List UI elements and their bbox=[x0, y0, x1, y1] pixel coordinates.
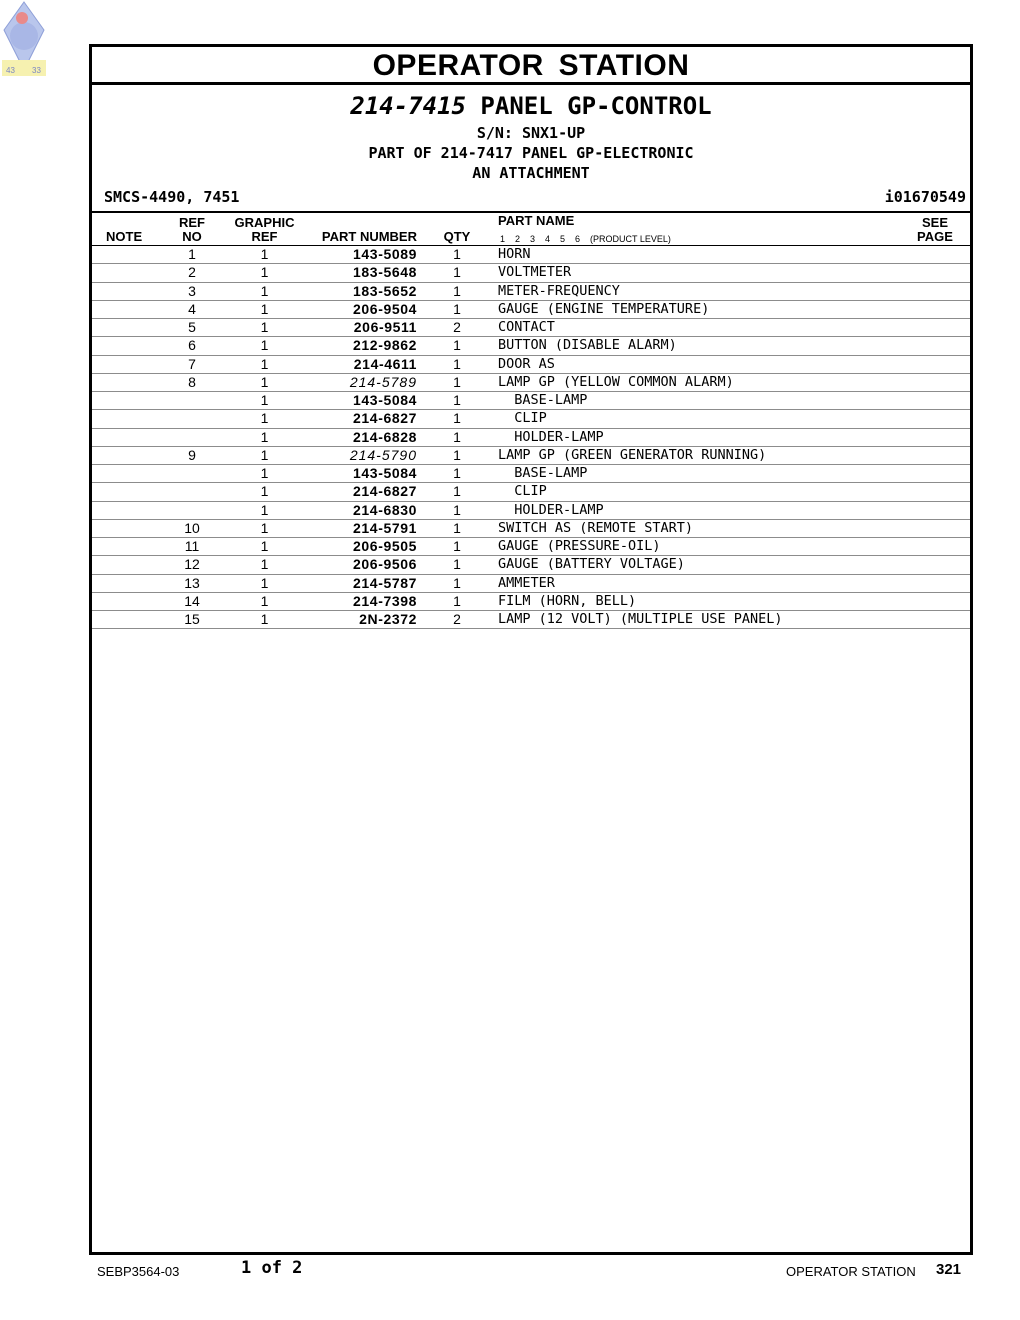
part-name: VOLTMETER bbox=[498, 264, 572, 281]
assembly-title bbox=[92, 92, 970, 120]
part-name: BASE-LAMP bbox=[498, 392, 588, 408]
quantity: 1 bbox=[453, 501, 461, 518]
part-number: 214-4611 bbox=[353, 355, 417, 372]
quantity: 1 bbox=[453, 300, 461, 317]
part-name: BASE-LAMP bbox=[498, 465, 588, 481]
part-name: METER-FREQUENCY bbox=[498, 282, 620, 299]
part-name: LAMP GP (YELLOW COMMON ALARM) bbox=[498, 373, 734, 390]
part-name: CONTACT bbox=[498, 319, 555, 335]
graphic-ref: 1 bbox=[260, 392, 269, 408]
part-number: 206-9511 bbox=[353, 319, 417, 335]
ref-no: 5 bbox=[188, 319, 196, 335]
table-row bbox=[92, 374, 970, 392]
table-row bbox=[92, 429, 970, 447]
attachment-line: AN ATTACHMENT bbox=[472, 164, 590, 182]
table-row bbox=[92, 264, 970, 282]
table-row bbox=[92, 465, 970, 483]
ref-no: 7 bbox=[188, 355, 196, 372]
table-row bbox=[92, 392, 970, 410]
part-name: SWITCH AS (REMOTE START) bbox=[498, 519, 694, 536]
table-row bbox=[92, 410, 970, 428]
col-note: NOTE bbox=[106, 229, 143, 244]
ref-no: 9 bbox=[188, 446, 196, 463]
part-name: AMMETER bbox=[498, 574, 555, 591]
ref-no: 11 bbox=[184, 538, 200, 554]
part-name: GAUGE (BATTERY VOLTAGE) bbox=[498, 556, 685, 573]
graphic-ref: 1 bbox=[260, 538, 269, 554]
illustration-id: i01670549 bbox=[884, 188, 966, 206]
part-number: 2N-2372 bbox=[359, 611, 417, 627]
graphic-ref: 1 bbox=[260, 355, 269, 372]
table-row bbox=[92, 593, 970, 611]
table-row bbox=[92, 319, 970, 337]
quantity: 1 bbox=[453, 592, 461, 609]
quantity: 1 bbox=[453, 282, 461, 299]
quantity: 1 bbox=[453, 446, 461, 463]
graphic-ref: 1 bbox=[260, 556, 269, 573]
part-name: FILM (HORN, BELL) bbox=[498, 592, 637, 609]
quantity: 1 bbox=[453, 483, 461, 500]
column-headers bbox=[92, 213, 970, 246]
graphic-ref: 1 bbox=[260, 501, 269, 518]
part-name: LAMP GP (GREEN GENERATOR RUNNING) bbox=[498, 446, 767, 463]
part-number: 143-5084 bbox=[353, 465, 417, 481]
quantity: 1 bbox=[453, 465, 461, 481]
quantity: 2 bbox=[453, 319, 461, 335]
graphic-ref: 1 bbox=[260, 446, 269, 463]
table-row bbox=[92, 337, 970, 355]
part-number: 183-5648 bbox=[353, 264, 417, 281]
quantity: 1 bbox=[453, 538, 461, 554]
part-number: 214-5787 bbox=[353, 574, 417, 591]
ref-no: 1 bbox=[188, 246, 196, 262]
part-number: 214-7398 bbox=[353, 592, 417, 609]
page-of: 1 of 2 bbox=[241, 1258, 303, 1278]
ref-no: 14 bbox=[184, 592, 200, 609]
ref-no: 4 bbox=[188, 300, 196, 317]
parts-header bbox=[92, 85, 970, 213]
publisher-logo-icon bbox=[0, 0, 48, 78]
quantity: 2 bbox=[453, 611, 461, 627]
col-see-top: SEE bbox=[921, 215, 948, 230]
graphic-ref: 1 bbox=[260, 574, 269, 591]
table-row bbox=[92, 520, 970, 538]
col-product-levels: 1 2 3 4 5 6 (PRODUCT LEVEL) bbox=[500, 234, 671, 244]
part-name: BUTTON (DISABLE ALARM) bbox=[498, 337, 677, 354]
part-name: GAUGE (PRESSURE-OIL) bbox=[498, 538, 661, 554]
smcs-codes: SMCS-4490, 7451 bbox=[104, 188, 240, 206]
part-name: CLIP bbox=[498, 410, 547, 427]
part-number: 143-5084 bbox=[353, 392, 417, 408]
part-number: 143-5089 bbox=[353, 246, 417, 262]
svg-text:33: 33 bbox=[32, 66, 41, 75]
part-number: 206-9506 bbox=[353, 556, 417, 573]
col-part-name: PART NAME bbox=[498, 213, 575, 228]
ref-no: 10 bbox=[184, 519, 200, 536]
part-name: HORN bbox=[498, 246, 531, 262]
quantity: 1 bbox=[453, 428, 461, 445]
quantity: 1 bbox=[453, 556, 461, 573]
table-row bbox=[92, 283, 970, 301]
col-qty: QTY bbox=[443, 229, 471, 244]
assembly-part-name: PANEL GP-CONTROL bbox=[480, 92, 712, 120]
table-row bbox=[92, 538, 970, 556]
quantity: 1 bbox=[453, 355, 461, 372]
quantity: 1 bbox=[453, 574, 461, 591]
part-number: 214-6827 bbox=[353, 483, 417, 500]
assembly-part-number: 214-7415 bbox=[350, 92, 466, 120]
graphic-ref: 1 bbox=[260, 428, 269, 445]
quantity: 1 bbox=[453, 392, 461, 408]
graphic-ref: 1 bbox=[260, 611, 269, 627]
serial-range: S/N: SNX1-UP bbox=[476, 124, 586, 142]
table-row bbox=[92, 575, 970, 593]
part-name: GAUGE (ENGINE TEMPERATURE) bbox=[498, 300, 710, 317]
part-number: 214-6827 bbox=[353, 410, 417, 427]
graphic-ref: 1 bbox=[260, 282, 269, 299]
graphic-ref: 1 bbox=[260, 319, 269, 335]
part-name: HOLDER-LAMP bbox=[498, 501, 604, 518]
quantity: 1 bbox=[453, 246, 461, 262]
part-name: CLIP bbox=[498, 483, 547, 500]
ref-no: 3 bbox=[188, 282, 196, 299]
svg-text:43: 43 bbox=[6, 66, 15, 75]
graphic-ref: 1 bbox=[260, 264, 269, 281]
part-number: 214-5790 bbox=[349, 446, 417, 463]
ref-no: 12 bbox=[184, 556, 200, 573]
graphic-ref: 1 bbox=[260, 410, 269, 427]
graphic-ref: 1 bbox=[260, 483, 269, 500]
parts-page-frame bbox=[89, 44, 973, 1255]
footer-section: OPERATOR STATION bbox=[786, 1264, 916, 1279]
quantity: 1 bbox=[453, 519, 461, 536]
quantity: 1 bbox=[453, 373, 461, 390]
table-row bbox=[92, 502, 970, 520]
table-row bbox=[92, 246, 970, 264]
table-row bbox=[92, 301, 970, 319]
quantity: 1 bbox=[453, 264, 461, 281]
graphic-ref: 1 bbox=[260, 592, 269, 609]
ref-no: 2 bbox=[188, 264, 196, 281]
graphic-ref: 1 bbox=[260, 246, 269, 262]
section-title: OPERATOR STATION bbox=[92, 47, 970, 85]
col-ref-bottom: NO bbox=[182, 229, 202, 244]
document-id: SEBP3564-03 bbox=[97, 1264, 180, 1279]
ref-no: 8 bbox=[188, 373, 196, 390]
graphic-ref: 1 bbox=[260, 519, 269, 536]
parts-table-body bbox=[92, 246, 970, 629]
part-number: 206-9505 bbox=[353, 538, 417, 554]
col-graphic-bottom: REF bbox=[251, 229, 278, 244]
part-number: 183-5652 bbox=[353, 282, 417, 299]
page-number: 321 bbox=[936, 1261, 962, 1278]
page-footer bbox=[0, 1257, 1020, 1287]
col-graphic-top: GRAPHIC bbox=[234, 215, 295, 230]
part-number: 214-5791 bbox=[353, 519, 417, 536]
part-number: 212-9862 bbox=[353, 337, 417, 354]
table-row bbox=[92, 483, 970, 501]
col-see-bottom: PAGE bbox=[917, 229, 953, 244]
part-number: 206-9504 bbox=[353, 300, 417, 317]
graphic-ref: 1 bbox=[260, 465, 269, 481]
graphic-ref: 1 bbox=[260, 337, 269, 354]
quantity: 1 bbox=[453, 410, 461, 427]
quantity: 1 bbox=[453, 337, 461, 354]
part-number: 214-6830 bbox=[353, 501, 417, 518]
part-of-line: PART OF 214-7417 PANEL GP-ELECTRONIC bbox=[368, 144, 694, 162]
table-row bbox=[92, 447, 970, 465]
part-name: LAMP (12 VOLT) (MULTIPLE USE PANEL) bbox=[498, 611, 783, 627]
graphic-ref: 1 bbox=[260, 300, 269, 317]
graphic-ref: 1 bbox=[260, 373, 269, 390]
part-name: DOOR AS bbox=[498, 355, 555, 372]
ref-no: 13 bbox=[184, 574, 200, 591]
table-row bbox=[92, 356, 970, 374]
part-number: 214-6828 bbox=[353, 428, 417, 445]
table-row bbox=[92, 611, 970, 629]
part-number: 214-5789 bbox=[349, 373, 417, 390]
ref-no: 15 bbox=[184, 611, 200, 627]
ref-no: 6 bbox=[188, 337, 196, 354]
table-row bbox=[92, 556, 970, 574]
col-part-number: PART NUMBER bbox=[321, 229, 417, 244]
part-name: HOLDER-LAMP bbox=[498, 428, 604, 445]
col-ref-top: REF bbox=[179, 215, 205, 230]
